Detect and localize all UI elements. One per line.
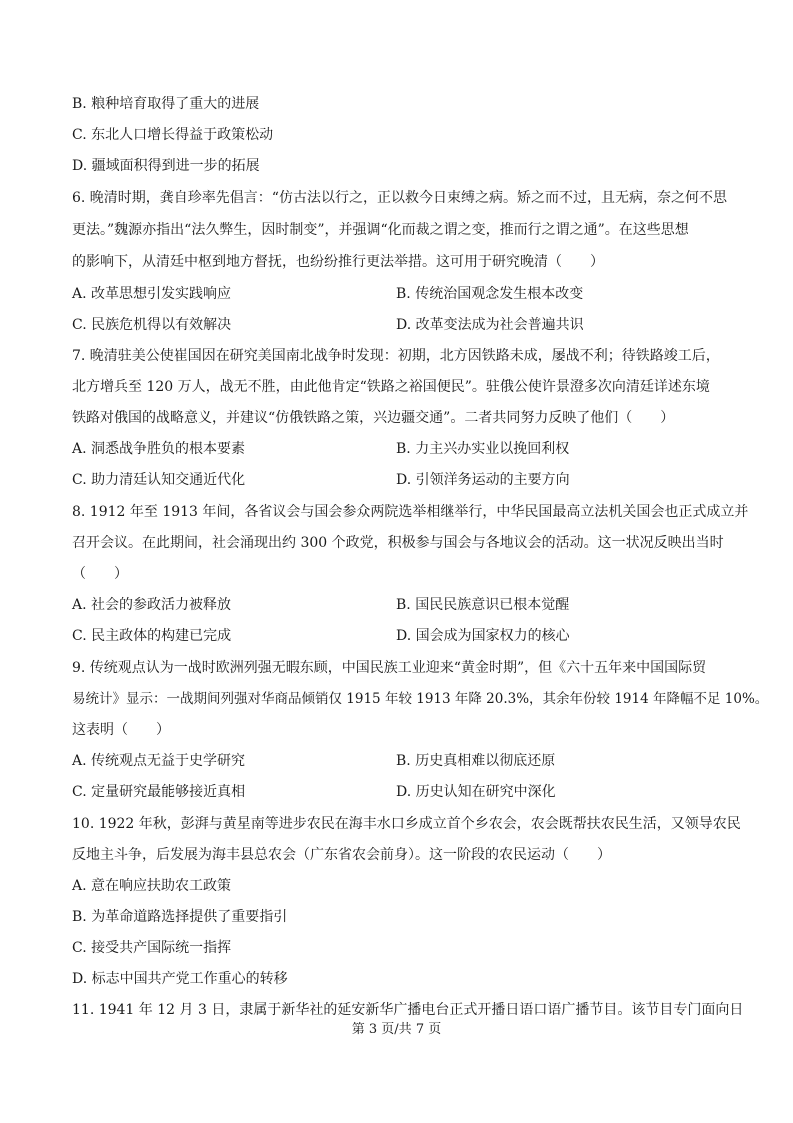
q8-stem-line-3: （ ） [72, 566, 128, 582]
q10-option-b: B. 为革命道路选择提供了重要指引 [72, 909, 288, 925]
q10-stem-line-2: 反地主斗争，后发展为海丰县总农会（广东省农会前身）。这一阶段的农民运动（ ） [72, 847, 611, 863]
q9-option-b: B. 历史真相难以彻底还原 [396, 753, 556, 769]
q6-stem-line-1: 6. 晚清时期，龚自珍率先倡言：“仿古法以行之，正以救今日束缚之病。矫之而不过，且无病，奈之何不思 [72, 190, 727, 206]
q9-option-c: C. 定量研究最能够接近真相 [72, 784, 246, 800]
q6-option-a: A. 改革思想引发实践响应 [72, 286, 232, 302]
prev-option-d: D. 疆域面积得到进一步的拓展 [72, 158, 260, 174]
q9-option-d: D. 历史认知在研究中深化 [396, 784, 556, 800]
prev-option-b: B. 粮种培育取得了重大的进展 [72, 96, 260, 112]
q10-option-d: D. 标志中国共产党工作重心的转移 [72, 971, 288, 987]
page-number-footer: 第 3 页/共 7 页 [351, 1022, 442, 1037]
q8-option-a: A. 社会的参政活力被释放 [72, 597, 232, 613]
q10-stem-line-1: 10. 1922 年秋，彭湃与黄星南等进步农民在海丰水口乡成立首个乡农会，农会既帮扶农民生活，又领导农民 [72, 816, 741, 832]
q7-stem-line-1: 7. 晚清驻美公使崔国因在研究美国南北战争时发现：初期，北方因铁路未成，屡战不利；待铁路竣工后， [72, 348, 720, 364]
q9-stem-line-2: 易统计》显示：一战期间列强对华商品倾销仅 1915 年较 1913 年降 20.3%，其余年份较 1914 年降幅不足 10%。 [72, 691, 769, 707]
q8-stem-line-2: 召开会议。在此期间，社会涌现出约 300 个政党，积极参与国会与各地议会的活动。这一状况反映出当时 [72, 535, 724, 551]
q9-option-a: A. 传统观点无益于史学研究 [72, 753, 246, 769]
q6-stem-line-2: 更法。”魏源亦指出“法久弊生，因时制变”，并强调“化而裁之谓之变，推而行之谓之通”。在这些思想 [72, 222, 689, 238]
q8-option-c: C. 民主政体的构建已完成 [72, 628, 232, 644]
q10-option-a: A. 意在响应扶助农工政策 [72, 878, 232, 894]
q6-option-d: D. 改革变法成为社会普遍共识 [396, 317, 584, 333]
q9-stem-line-3: 这表明（ ） [72, 722, 170, 738]
prev-option-c: C. 东北人口增长得益于政策松动 [72, 127, 274, 143]
q7-option-a: A. 洞悉战争胜负的根本要素 [72, 441, 246, 457]
q7-stem-line-3: 铁路对俄国的战略意义，并建议“仿俄铁路之策，兴边疆交通”。二者共同努力反映了他们（ ） [72, 410, 675, 426]
q7-option-d: D. 引领洋务运动的主要方向 [396, 472, 570, 488]
q8-option-d: D. 国会成为国家权力的核心 [396, 628, 570, 644]
q6-option-b: B. 传统治国观念发生根本改变 [396, 286, 584, 302]
q7-option-c: C. 助力清廷认知交通近代化 [72, 472, 246, 488]
q10-option-c: C. 接受共产国际统一指挥 [72, 940, 232, 956]
q6-stem-line-3: 的影响下，从清廷中枢到地方督抚，也纷纷推行更法举措。这可用于研究晚清（ ） [72, 254, 604, 270]
q9-stem-line-1: 9. 传统观点认为一战时欧洲列强无暇东顾，中国民族工业迎来“黄金时期”，但《六十五年来中国国际贸 [72, 660, 707, 676]
q6-option-c: C. 民族危机得以有效解决 [72, 317, 232, 333]
q7-stem-line-2: 北方增兵至 120 万人，战无不胜，由此他肯定“铁路之裕国便民”。驻俄公使许景澄多次向清廷详述东境 [72, 379, 710, 395]
q8-stem-line-1: 8. 1912 年至 1913 年间，各省议会与国会参众两院选举相继举行，中华民国最高立法机关国会也正式成立并 [72, 504, 749, 520]
q7-option-b: B. 力主兴办实业以挽回利权 [396, 441, 570, 457]
q8-option-b: B. 国民民族意识已根本觉醒 [396, 597, 570, 613]
q11-stem-line-1: 11. 1941 年 12 月 3 日，隶属于新华社的延安新华广播电台正式开播日语口语广播节目。该节目专门面向日 [72, 1002, 744, 1018]
